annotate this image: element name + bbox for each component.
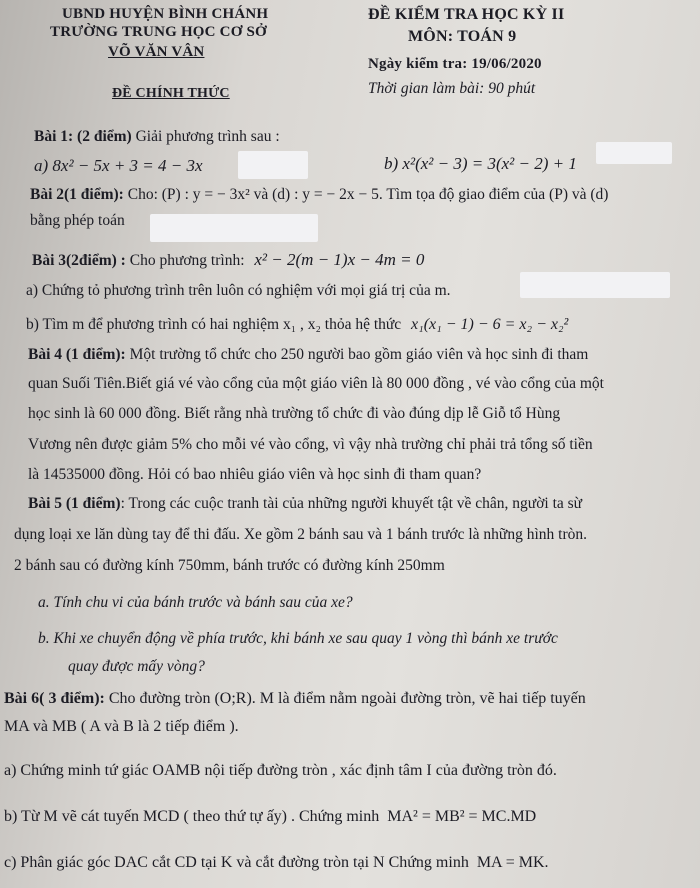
- redacted-area: [596, 142, 672, 164]
- bai6-b: [4, 808, 536, 826]
- bai1-a: [34, 156, 203, 176]
- bai5-a: a. Tính chu vi của bánh trước và bánh sau của xe?: [38, 594, 353, 611]
- bai1-heading: [34, 128, 280, 146]
- header-exam-title: ĐỀ KIỂM TRA HỌC KỲ II: [368, 6, 565, 23]
- bai3-title: Bài 3(2điểm) :: [32, 252, 126, 269]
- redacted-area: [520, 272, 670, 298]
- bai6-c-equation: MA = MK.: [476, 854, 549, 871]
- header-duration: Thời gian làm bài: 90 phút: [368, 80, 536, 97]
- bai4-line2: quan Suối Tiên.Biết giá vé vào cổng của một giáo viên là 80 000 đồng , vé vào cổng của một: [28, 375, 604, 392]
- header-date: Ngày kiểm tra: 19/06/2020: [368, 56, 542, 72]
- header-school-name: VÕ VĂN VÂN: [108, 44, 205, 60]
- bai5-b2: quay được mấy vòng?: [68, 658, 205, 675]
- bai3-equation: x² − 2(m − 1)x − 4m = 0: [254, 250, 425, 269]
- bai3-b-text: b) Tìm m để phương trình có hai nghiệm x₁ , x₂ thỏa hệ thức: [26, 316, 402, 333]
- bai2-line2: bằng phép toán: [30, 212, 125, 229]
- header-school: TRƯỜNG TRUNG HỌC CƠ SỞ: [50, 24, 267, 40]
- bai1-b: [384, 154, 577, 174]
- bai3-b: [26, 316, 568, 334]
- bai1-text: Giải phương trình sau :: [135, 128, 280, 145]
- bai4-text: Một trường tổ chức cho 250 người bao gồm giáo viên và học sinh đi tham: [129, 346, 589, 363]
- bai2-line1: [30, 186, 608, 204]
- bai3-a: a) Chứng tỏ phương trình trên luôn có nghiệm với mọi giá trị của m.: [26, 282, 451, 299]
- bai5-b1: b. Khi xe chuyển động về phía trước, khi bánh xe sau quay 1 vòng thì bánh xe trước: [38, 630, 558, 647]
- bai6-line2: MA và MB ( A và B là 2 tiếp điểm ).: [4, 718, 239, 735]
- bai6-c: [4, 854, 549, 872]
- bai5-title: Bài 5 (1 điểm): [28, 495, 121, 512]
- bai5-line1: [28, 495, 582, 513]
- bai1-a-equation: 8x² − 5x + 3 = 4 − 3x: [52, 156, 203, 175]
- bai1-title: Bài 1: (2 điểm): [34, 128, 132, 145]
- bai5-line3: 2 bánh sau có đường kính 750mm, bánh trước có đường kính 250mm: [14, 557, 445, 574]
- bai4-line4: Vương nên được giảm 5% cho mỗi vé vào cổng, vì vậy nhà trường chỉ phải trả tổng số tiền: [28, 436, 593, 453]
- bai4-line3: học sinh là 60 000 đồng. Biết rằng nhà trường tổ chức đi vào đúng dịp lễ Giỗ tổ Hùng: [28, 405, 561, 422]
- bai6-title: Bài 6( 3 điểm):: [4, 690, 105, 707]
- bai1-b-label: b): [384, 154, 399, 173]
- bai6-c-text: c) Phân giác góc DAC cắt CD tại K và cắt đường tròn tại N Chứng minh: [4, 854, 469, 871]
- bai2-text: Cho: (P) : y = − 3x² và (d) : y = − 2x − 5. Tìm tọa độ giao điểm của (P) và (d): [127, 186, 609, 203]
- bai4-line1: [28, 346, 588, 364]
- bai5-line2: dụng loại xe lăn dùng tay để thi đấu. Xe gồm 2 bánh sau và 1 bánh trước là những hình tròn.: [14, 526, 587, 543]
- header-official: ĐỀ CHÍNH THỨC: [112, 86, 230, 101]
- bai3-line1: [32, 250, 424, 270]
- bai1-a-label: a): [34, 156, 49, 175]
- redacted-area: [238, 151, 308, 179]
- bai6-text: Cho đường tròn (O;R). M là điểm nằm ngoài đường tròn, vẽ hai tiếp tuyến: [108, 690, 586, 707]
- bai6-b-text: b) Từ M vẽ cát tuyến MCD ( theo thứ tự ấy) . Chứng minh: [4, 808, 380, 825]
- bai2-title: Bài 2(1 điểm):: [30, 186, 124, 203]
- bai3-b-equation: x₁(x₁ − 1) − 6 = x₂ − x₂²: [411, 316, 569, 333]
- bai3-text: Cho phương trình:: [129, 252, 245, 269]
- bai6-a: a) Chứng minh tứ giác OAMB nội tiếp đường tròn , xác định tâm I của đường tròn đó.: [4, 762, 557, 779]
- bai6-b-equation: MA² = MB² = MC.MD: [387, 808, 537, 825]
- header-subject: MÔN: TOÁN 9: [408, 28, 517, 45]
- redacted-area: [150, 214, 318, 242]
- bai6-line1: [4, 690, 586, 708]
- header-district: UBND HUYỆN BÌNH CHÁNH: [62, 6, 269, 22]
- bai5-text: : Trong các cuộc tranh tài của những người khuyết tật về chân, người ta sừ: [120, 495, 583, 512]
- bai4-title: Bài 4 (1 điểm):: [28, 346, 126, 363]
- bai1-b-equation: x²(x² − 3) = 3(x² − 2) + 1: [402, 154, 577, 173]
- bai4-line5: là 14535000 đồng. Hỏi có bao nhiêu giáo viên và học sinh đi tham quan?: [28, 466, 482, 483]
